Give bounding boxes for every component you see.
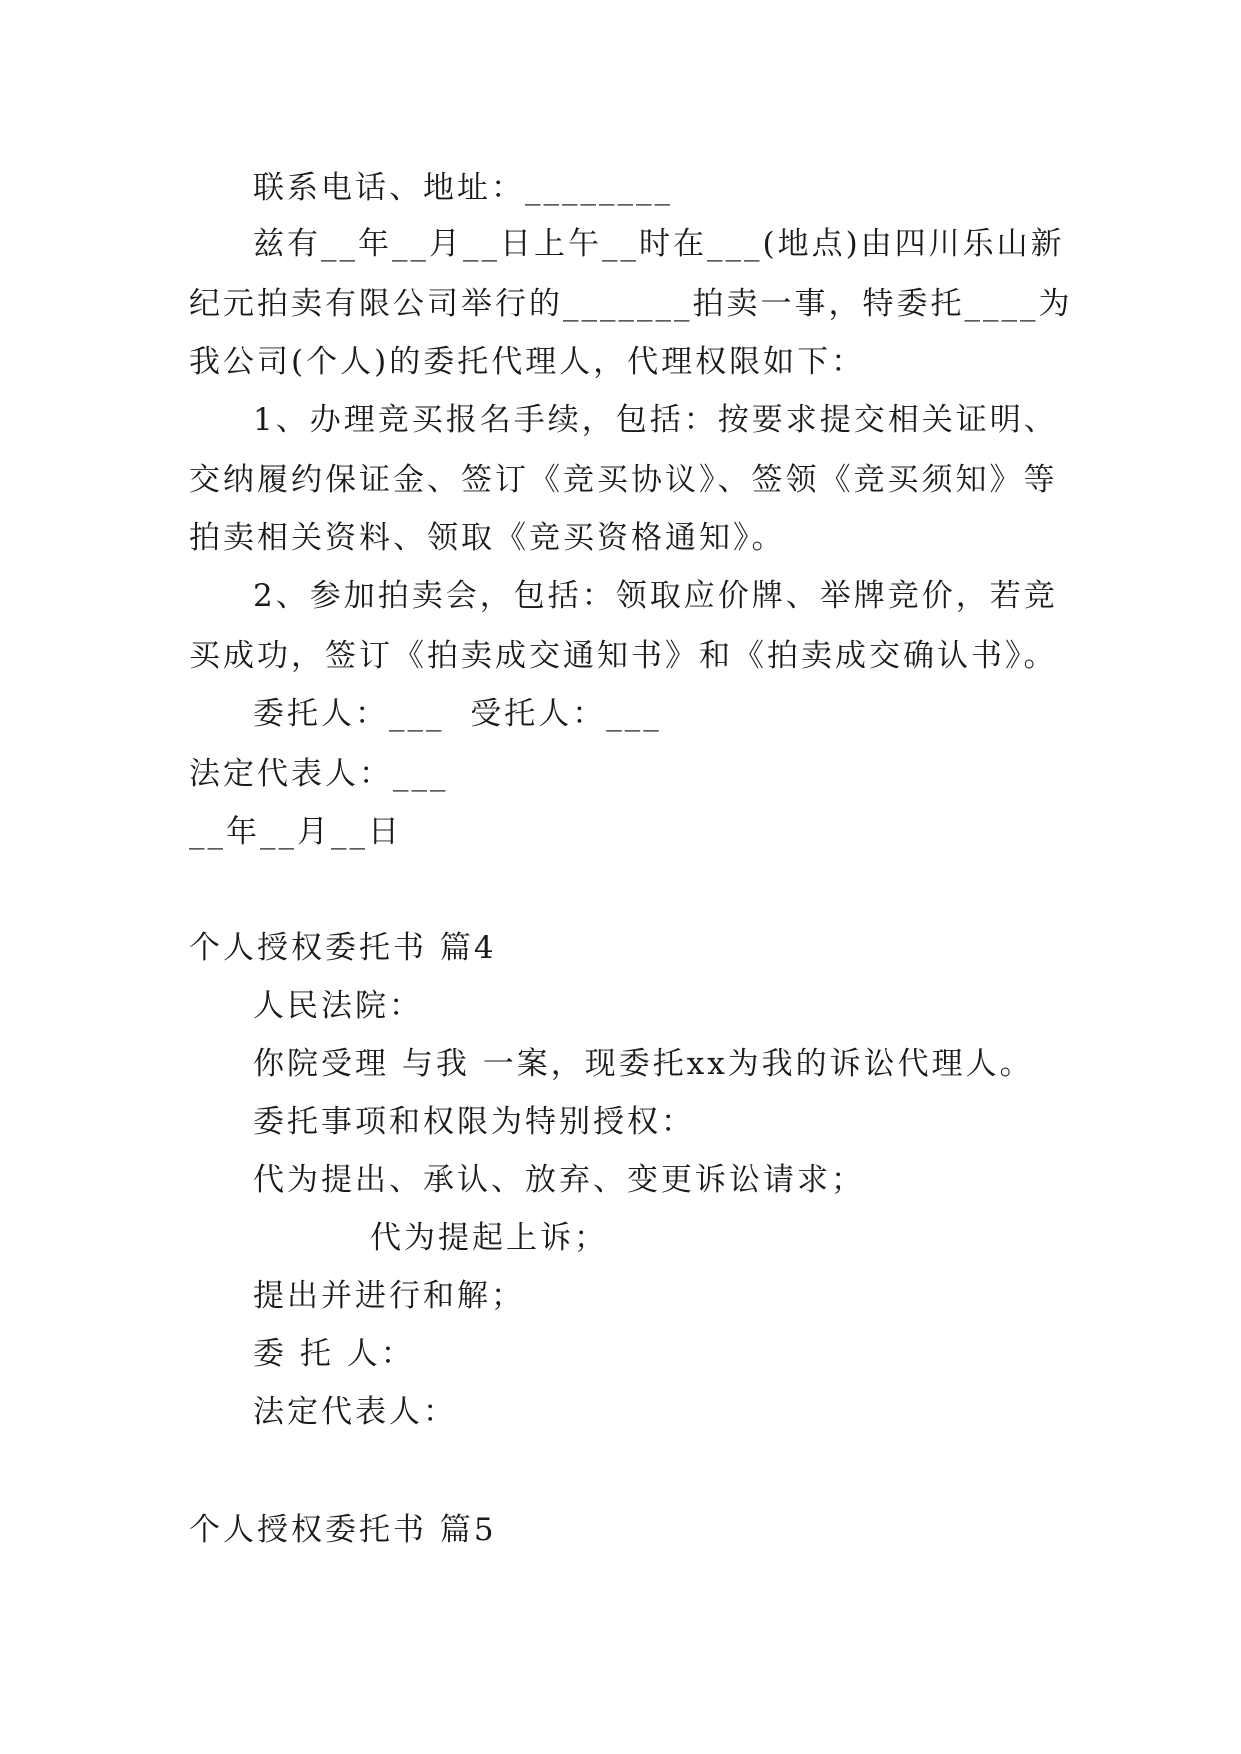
item2-line-2: 买成功，签订《拍卖成交通知书》和《拍卖成交确认书》。 [189,638,1058,674]
contact-line: 联系电话、地址：________ [253,170,673,206]
addressee-line: 人民法院： [253,988,423,1024]
item2-line-1: 2、参加拍卖会，包括：领取应价牌、举牌竞价，若竞 [253,578,1058,614]
item1-line-2: 交纳履约保证金、签订《竞买协议》、签领《竞买须知》等 [189,462,1058,498]
intro-line-1: 兹有__年__月__日上午__时在___(地点)由四川乐山新 [253,226,1065,262]
power-3-line: 提出并进行和解； [253,1278,525,1314]
section-4-legal-representative-line: 法定代表人： [253,1394,457,1430]
power-1-line: 代为提出、承认、放弃、变更诉讼请求； [253,1162,865,1198]
section-4-heading: 个人授权委托书 篇4 [189,930,497,966]
legal-representative-line: 法定代表人：___ [189,756,449,792]
signatures-line: 委托人：___ 受托人：___ [253,696,662,732]
power-2-line: 代为提起上诉； [370,1220,608,1256]
case-line: 你院受理 与我 一案，现委托xx为我的诉讼代理人。 [253,1046,1034,1082]
item1-line-3: 拍卖相关资料、领取《竞买资格通知》。 [189,520,786,556]
scope-title-line: 委托事项和权限为特别授权： [253,1104,695,1140]
item1-line-1: 1、办理竞买报名手续，包括：按要求提交相关证明、 [253,402,1058,438]
section-5-heading: 个人授权委托书 篇5 [189,1512,497,1548]
intro-line-3: 我公司(个人)的委托代理人，代理权限如下： [189,344,866,380]
date-line: __年__月__日 [189,814,402,850]
intro-line-2: 纪元拍卖有限公司举行的_______拍卖一事，特委托____为 [189,286,1073,322]
principal-line: 委 托 人： [253,1336,415,1372]
